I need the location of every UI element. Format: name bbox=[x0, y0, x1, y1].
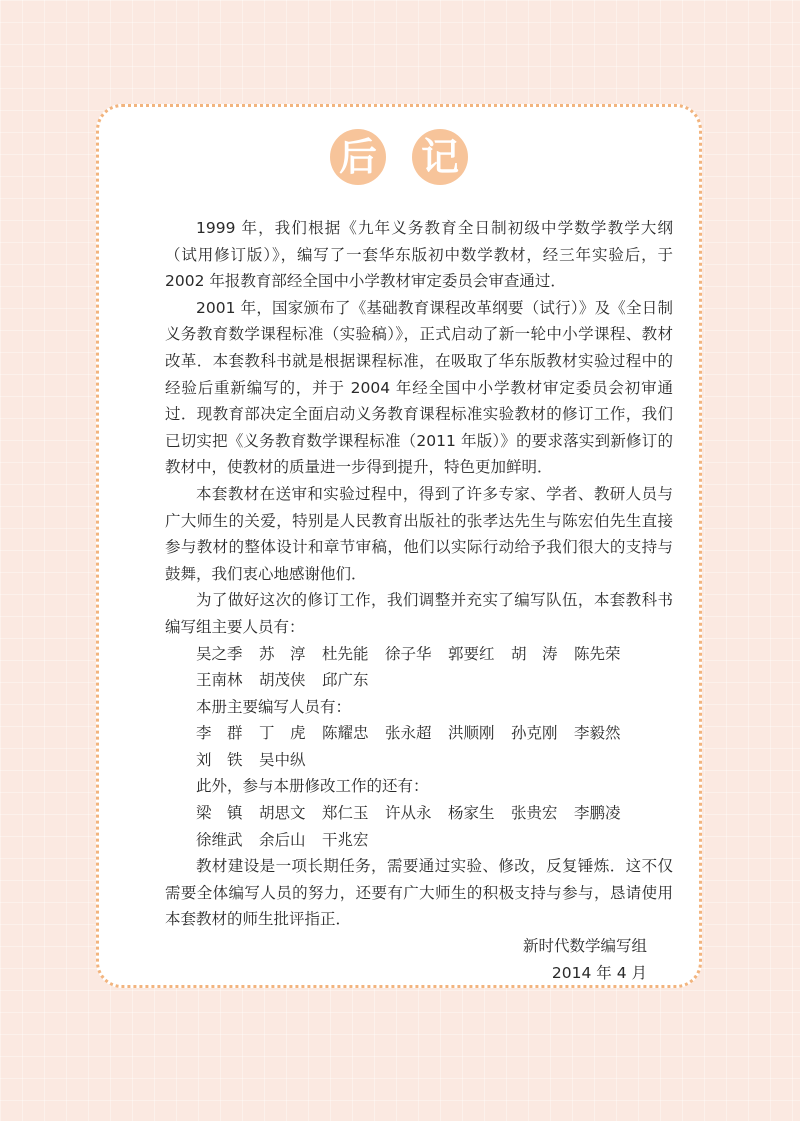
name: 梁 镇 bbox=[196, 804, 243, 823]
name: 吴之季 bbox=[196, 644, 243, 663]
name: 陈先荣 bbox=[574, 644, 621, 663]
name: 许从永 bbox=[385, 804, 432, 823]
title-char-2: 记 bbox=[412, 129, 468, 185]
title-char-1: 后 bbox=[330, 129, 386, 185]
afterword-body bbox=[165, 215, 673, 986]
name: 余后山 bbox=[259, 830, 306, 849]
name: 苏 淳 bbox=[259, 644, 306, 663]
name: 邱广东 bbox=[322, 671, 369, 690]
paragraph-3: 本套教材在送审和实验过程中，得到了许多专家、学者、教研人员与广大师生的关爱，特别是人民教育出版社的张孝达先生与陈宏伯先生直接参与教材的整体设计和章节审稿，他们以实际行动给予我们很大的支持与鼓舞，我们衷心地感谢他们． bbox=[165, 484, 673, 583]
name: 刘 铁 bbox=[196, 750, 243, 769]
paragraph-1: 1999 年，我们根据《九年义务教育全日制初级中学数学教学大纲（试用修订版）》，编写了一套华东版初中数学教材，经三年实验后，于 2002 年报教育部经全国中小学教材审定委员会审查通过． bbox=[165, 219, 673, 291]
name: 王南林 bbox=[196, 671, 243, 690]
signature: 新时代数学编写组 bbox=[522, 937, 647, 956]
label-other-contributors: 此外，参与本册修改工作的还有： bbox=[196, 777, 429, 796]
name: 胡思文 bbox=[259, 804, 306, 823]
name: 丁 虎 bbox=[259, 724, 306, 743]
contributor-names bbox=[165, 800, 673, 853]
name: 郭要红 bbox=[448, 644, 495, 663]
name: 胡茂侠 bbox=[259, 671, 306, 690]
afterword-card bbox=[96, 104, 702, 988]
name: 陈耀忠 bbox=[322, 724, 369, 743]
name: 杨家生 bbox=[448, 804, 495, 823]
name: 郑仁玉 bbox=[322, 804, 369, 823]
label-main-authors: 本册主要编写人员有： bbox=[196, 697, 352, 716]
name: 徐维武 bbox=[196, 830, 243, 849]
closing-paragraph: 教材建设是一项长期任务，需要通过实验、修改，反复锤炼．这不仅需要全体编写人员的努力，还要有广大师生的积极支持与参与，恳请使用本套教材的师生批评指正． bbox=[165, 857, 673, 929]
paragraph-2: 2001 年，国家颁布了《基础教育课程改革纲要（试行）》及《全日制义务教育数学课程标准（实验稿）》，正式启动了新一轮中小学课程、教材改革．本套教科书就是根据课程标准，在吸取了华东版教材实验过程中的经验后重新编写的，并于 2004 年经全国中小学教材审定委员会初审通过．现教育部决定全面启动义务教育课程标准实验教材的修订工作，我们已切实把《义务教育数学课程标准（2011 年版）》的要求落实到新修订的教材中，使教材的质量进一步得到提升，特色更加鲜明． bbox=[165, 298, 673, 477]
name: 李毅然 bbox=[574, 724, 621, 743]
page-title bbox=[99, 129, 699, 185]
paragraph-4: 为了做好这次的修订工作，我们调整并充实了编写队伍，本套教科书编写组主要人员有： bbox=[165, 591, 673, 636]
name: 孙克刚 bbox=[511, 724, 558, 743]
name: 干兆宏 bbox=[322, 830, 369, 849]
name: 张贵宏 bbox=[511, 804, 558, 823]
name: 李 群 bbox=[196, 724, 243, 743]
main-author-names bbox=[165, 720, 673, 773]
name: 张永超 bbox=[385, 724, 432, 743]
name: 吴中纵 bbox=[259, 750, 306, 769]
core-team-names bbox=[165, 641, 673, 694]
name: 徐子华 bbox=[385, 644, 432, 663]
name: 杜先能 bbox=[322, 644, 369, 663]
name: 洪顺刚 bbox=[448, 724, 495, 743]
date: 2014 年 4 月 bbox=[551, 963, 647, 982]
name: 李鹏凌 bbox=[574, 804, 621, 823]
name: 胡 涛 bbox=[511, 644, 558, 663]
